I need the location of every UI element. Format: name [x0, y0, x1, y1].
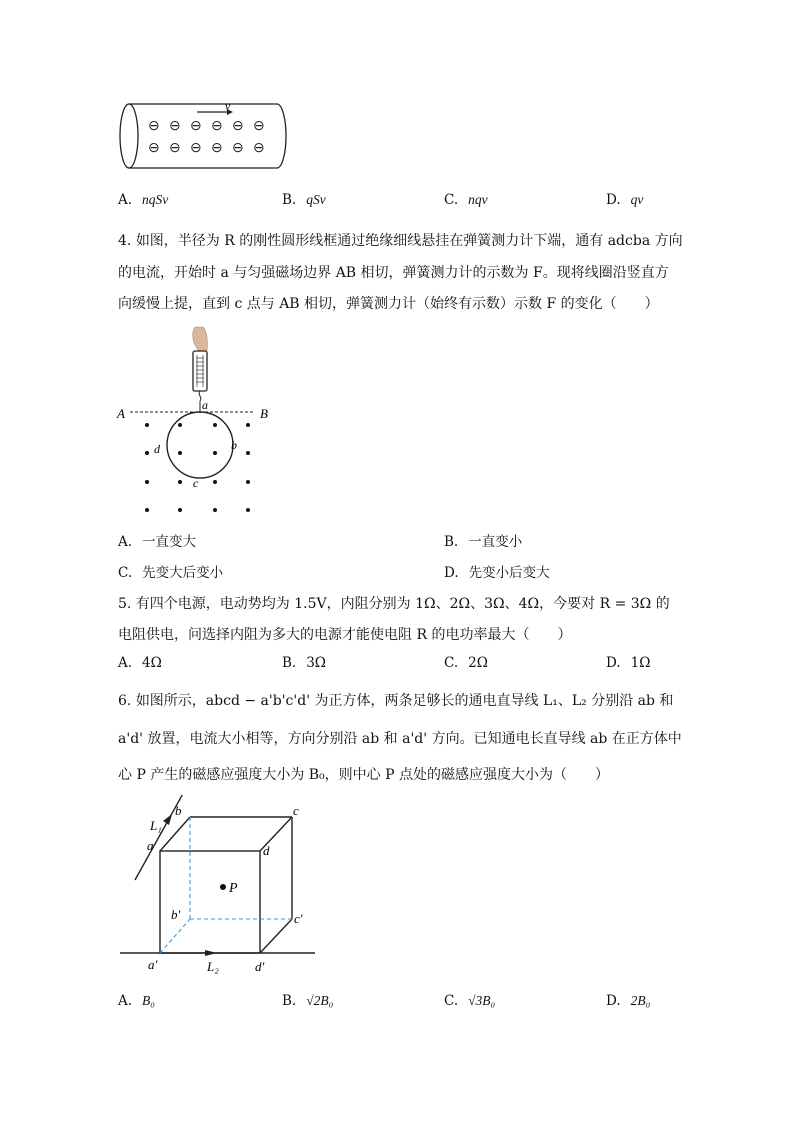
label-P: P	[229, 881, 238, 896]
label-c-prime: c'	[294, 911, 303, 926]
velocity-label: v	[225, 100, 231, 113]
q6-option-b[interactable]: B. √2B₀	[282, 993, 334, 1009]
q5-stem-line-2: 电阻供电，问选择内阻为多大的电源才能使电阻 R 的电功率最大（ ）	[118, 627, 572, 643]
charge: ⊖	[148, 119, 160, 134]
q6-stem-line-3: 心 P 产生的磁感应强度大小为 B₀，则中心 P 点处的磁感应强度大小为（ ）	[118, 767, 609, 783]
label-b: b	[231, 438, 237, 452]
q5-option-b[interactable]: B. 3Ω	[282, 655, 327, 671]
q3-option-a[interactable]: A. nqSv	[118, 192, 169, 208]
hand-icon	[193, 327, 208, 351]
charge: ⊖	[190, 141, 202, 156]
charge: ⊖	[253, 141, 265, 156]
spring-scale-icon	[193, 351, 207, 391]
q3-option-b[interactable]: B. qSv	[282, 192, 326, 208]
cube-front-face	[160, 851, 260, 953]
q4-option-b[interactable]: B. 一直变小	[444, 534, 523, 550]
q6-option-a[interactable]: A. B₀	[118, 993, 155, 1009]
charge: ⊖	[232, 119, 244, 134]
label-d-prime: d'	[255, 959, 265, 974]
q4-option-a[interactable]: A. 一直变大	[118, 534, 197, 550]
q6-stem-line-2: a'd' 放置，电流大小相等，方向分别沿 ab 和 a'd' 方向。已知通电长直导线 ab 在正方体中	[118, 731, 682, 747]
label-c: c	[193, 476, 199, 490]
q3-option-c[interactable]: C. nqv	[444, 192, 488, 208]
charge: ⊖	[148, 141, 160, 156]
charge: ⊖	[211, 119, 223, 134]
label-L1: L₁	[150, 818, 162, 833]
q6-stem-line-1: 6. 如图所示，abcd − a'b'c'd' 为正方体，两条足够长的通电直导线 L₁、L₂ 分别沿 ab 和	[118, 693, 674, 709]
label-d: d	[263, 843, 270, 858]
q4-option-c[interactable]: C. 先变大后变小	[118, 565, 224, 581]
charge: ⊖	[211, 141, 223, 156]
label-d: d	[154, 442, 160, 456]
label-a: a	[147, 838, 154, 853]
label-c: c	[293, 803, 299, 818]
label-a-prime: a'	[148, 957, 158, 972]
label-a: a	[202, 398, 208, 412]
center-point-p	[220, 884, 226, 890]
q5-stem-line-1: 5. 有四个电源，电动势均为 1.5V，内阻分别为 1Ω、2Ω、3Ω、4Ω，今要对 R = 3Ω 的	[118, 596, 670, 612]
charge: ⊖	[190, 119, 202, 134]
label-L2: L₂	[207, 959, 219, 974]
q6-cube-figure	[115, 795, 325, 985]
q5-option-c[interactable]: C. 2Ω	[444, 655, 488, 671]
q4-spring-scale-figure	[115, 325, 280, 520]
q3-option-d[interactable]: D. qv	[606, 192, 644, 208]
label-b-prime: b'	[171, 907, 181, 922]
q4-stem-line-2: 的电流，开始时 a 与匀强磁场边界 AB 相切，弹簧测力计的示数为 F。现将线圈沿竖直方	[118, 265, 669, 281]
charge: ⊖	[169, 141, 181, 156]
q4-option-d[interactable]: D. 先变小后变大	[444, 565, 550, 581]
label-A: A	[117, 406, 125, 421]
label-B: B	[260, 406, 268, 421]
q5-option-d[interactable]: D. 1Ω	[606, 655, 651, 671]
label-b: b	[175, 803, 182, 818]
coil-circle	[167, 412, 233, 478]
q4-stem-line-3: 向缓慢上提，直到 c 点与 AB 相切，弹簧测力计（始终有示数）示数 F 的变化（ ）	[118, 296, 659, 312]
charge: ⊖	[232, 141, 244, 156]
q6-option-c[interactable]: C. √3B₀	[444, 993, 496, 1009]
charge: ⊖	[169, 119, 181, 134]
charge: ⊖	[253, 119, 265, 134]
q6-option-d[interactable]: D. 2B₀	[606, 993, 651, 1009]
q4-stem-line-1: 4. 如图，半径为 R 的刚性圆形线框通过绝缘细线悬挂在弹簧测力计下端，通有 adcba 方向	[118, 233, 683, 249]
q3-cylinder-figure	[115, 100, 295, 175]
q5-option-a[interactable]: A. 4Ω	[118, 655, 162, 671]
